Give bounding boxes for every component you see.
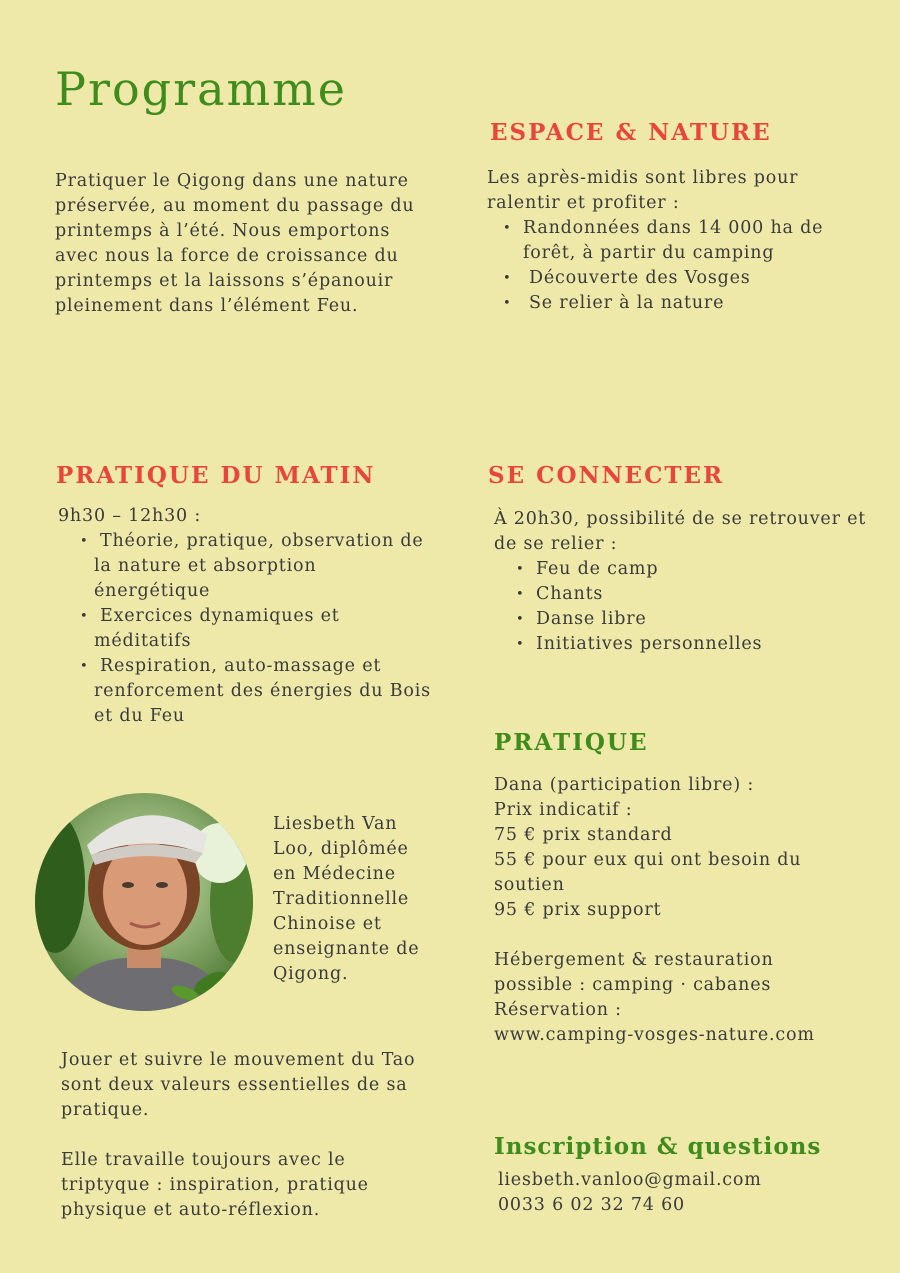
price-standard: 75 € prix standard	[494, 825, 673, 845]
inscription-heading: Inscription & questions	[494, 1133, 822, 1160]
connecter-heading: SE CONNECTER	[488, 462, 725, 489]
page-title: Programme	[55, 62, 347, 116]
espace-heading: ESPACE & NATURE	[490, 119, 772, 146]
lodging-text: Hébergement & restauration possible : camping · cabanes	[494, 950, 774, 995]
list-item: • Initiatives personnelles	[536, 632, 879, 657]
pratique-line: Prix indicatif :	[494, 800, 633, 820]
pratique-heading: PRATIQUE	[494, 729, 649, 756]
reservation-link[interactable]: www.camping-vosges-nature.com	[494, 1025, 815, 1045]
connecter-list	[494, 557, 879, 657]
list-item: • Théorie, pratique, observation de la nature et absorption énergétique	[94, 529, 433, 604]
matin-hours: 9h30 – 12h30 :	[58, 506, 202, 526]
list-item: • Danse libre	[536, 607, 879, 632]
connecter-intro: À 20h30, possibilité de se retrouver et de se relier :	[494, 509, 867, 554]
list-item: • Exercices dynamiques et méditatifs	[94, 604, 433, 654]
teacher-para-2: Elle travaille toujours avec le triptyque : inspiration, pratique physique et auto-réflexion.	[61, 1150, 369, 1220]
price-soutien: 55 € pour eux qui ont besoin du soutien	[494, 850, 802, 895]
spacer	[494, 923, 874, 948]
espace-section	[487, 166, 867, 316]
teacher-bio: Liesbeth Van Loo, diplômée en Médecine Traditionnelle Chinoise et enseignante de Qigong.	[273, 814, 420, 984]
reservation-label: Réservation :	[494, 1000, 622, 1020]
list-item: • Chants	[536, 582, 879, 607]
list-item: • Se relier à la nature	[523, 291, 867, 316]
teacher-para-1: Jouer et suivre le mouvement du Tao sont deux valeurs essentielles de sa pratique.	[61, 1050, 416, 1120]
list-item: • Respiration, auto-massage et renforcement des énergies du Bois et du Feu	[94, 654, 433, 729]
email-link[interactable]: liesbeth.vanloo@gmail.com	[498, 1170, 762, 1190]
pratique-line: Dana (participation libre) :	[494, 775, 755, 795]
matin-section	[58, 504, 433, 729]
matin-heading: PRATIQUE DU MATIN	[56, 462, 376, 489]
programme-intro: Pratiquer le Qigong dans une nature préservée, au moment du passage du printemps à l’été. Nous emportons avec nous la force de croissance du printemps et la laissons s’épanouir pleinement dans l’élément Feu.	[55, 171, 415, 316]
teacher-photo	[35, 793, 253, 1011]
list-item: • Feu de camp	[536, 557, 879, 582]
espace-intro: Les après-midis sont libres pour ralentir et profiter :	[487, 168, 799, 213]
list-item: • Randonnées dans 14 000 ha de forêt, à partir du camping	[523, 216, 867, 266]
espace-list	[487, 216, 867, 316]
price-support: 95 € prix support	[494, 900, 662, 920]
list-item: • Découverte des Vosges	[523, 266, 867, 291]
pratique-section	[494, 773, 874, 1048]
connecter-section	[494, 507, 879, 657]
phone-number[interactable]: 0033 6 02 32 74 60	[498, 1195, 685, 1215]
matin-list	[58, 529, 433, 729]
